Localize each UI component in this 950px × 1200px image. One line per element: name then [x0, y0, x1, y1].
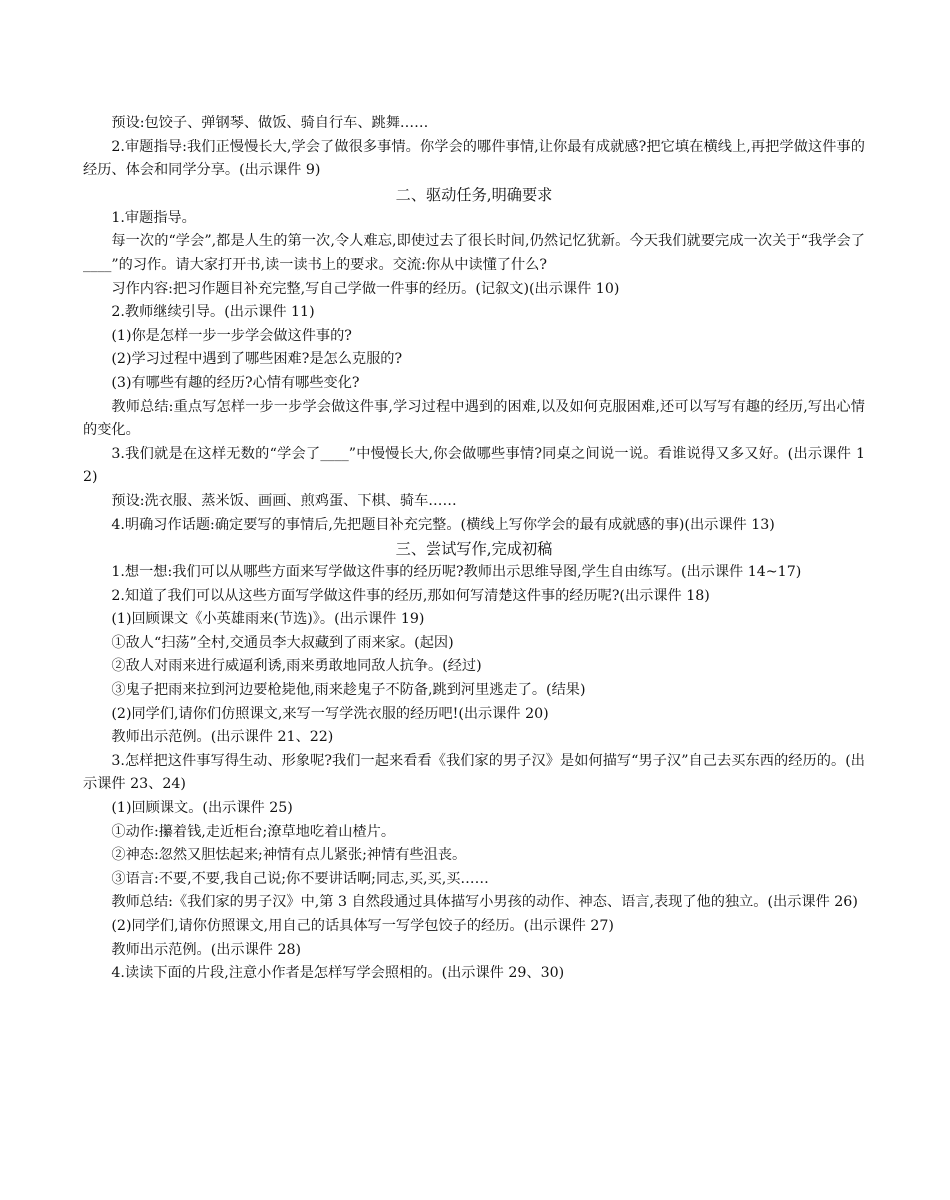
topic-guidance-paragraph: 2.审题指导:我们正慢慢长大,学会了做很多事情。你学会的哪件事情,让你最有成就感?把它填在横线上,再把学做这件事的经历、体会和同学分享。(出示课件 9) [83, 138, 865, 179]
step-1-title: 1.审题指导。 [111, 209, 196, 226]
question-3: (3)有哪些有趣的经历?心情有哪些变化? [111, 374, 360, 391]
intro-paragraph: 每一次的“学会”,都是人生的第一次,令人难忘,即使过去了很长时间,仍然记忆犹新。今天我们就要完成一次关于“我学会了____”的习作。请大家打开书,读一读书上的要求。交流:你从中读懂了什么? [83, 233, 865, 273]
step-4-paragraph: 4.明确习作话题:确定要写的事情后,先把题目补充完整。(横线上写你学会的最有成就感的事)(出示课件 13) [111, 516, 775, 533]
know-paragraph: 2.知道了我们可以从这些方面写学做这件事的经历,那如何写清楚这件事的经历呢?(出示课件 18) [111, 587, 710, 604]
preset-line-2: 预设:洗衣服、蒸米饭、画画、煎鸡蛋、下棋、骑车…… [111, 492, 457, 509]
teacher-summary-2: 教师总结:《我们家的男子汉》中,第 3 自然段通过具体描写小男孩的动作、神态、语言,表现了他的独立。(出示课件 26) [111, 894, 858, 911]
document-body [83, 112, 865, 986]
vivid-writing-paragraph: 3.怎样把这件事写得生动、形象呢?我们一起来看看《我们家的男子汉》是如何描写“男子汉”自己去买东西的经历的。(出示课件 23、24) [83, 752, 865, 793]
lesson-point-cause: ①敌人“扫荡”全村,交通员李大叔藏到了雨来家。(起因) [111, 634, 454, 651]
review-lesson-1: (1)回顾课文《小英雄雨来(节选)》。(出示课件 19) [111, 611, 425, 628]
writing-content-paragraph: 习作内容:把习作题目补充完整,写自己学做一件事的经历。(记叙文)(出示课件 10) [111, 280, 620, 297]
question-1: (1)你是怎样一步一步学会做这件事的? [111, 327, 352, 344]
step-3-paragraph: 3.我们就是在这样无数的“学会了____”中慢慢长大,你会做哪些事情?同桌之间说一说。看谁说得又多又好。(出示课件 12) [83, 445, 865, 486]
imitate-paragraph-1: (2)同学们,请你们仿照课文,来写一写学洗衣服的经历吧!(出示课件 20) [111, 705, 549, 722]
imitate-paragraph-2: (2)同学们,请你仿照课文,用自己的话具体写一写学包饺子的经历。(出示课件 27) [111, 918, 614, 934]
preset-line-1: 预设:包饺子、弹钢琴、做饭、骑自行车、跳舞…… [111, 115, 429, 131]
teacher-example-1: 教师出示范例。(出示课件 21、22) [111, 729, 334, 746]
read-fragment-paragraph: 4.读读下面的片段,注意小作者是怎样写学会照相的。(出示课件 29、30) [111, 965, 565, 982]
think-paragraph: 1.想一想:我们可以从哪些方面来写学做这件事的经历呢?教师出示思维导图,学生自由练写。(出示课件 14~17) [111, 564, 802, 581]
teacher-summary-1: 教师总结:重点写怎样一步一步学会做这件事,学习过程中遇到的困难,以及如何克服困难,还可以写写有趣的经历,写出心情的变化。 [83, 398, 865, 439]
section-heading-3: 三、尝试写作,完成初稿 [395, 540, 553, 559]
question-2: (2)学习过程中遇到了哪些困难?是怎么克服的? [111, 351, 403, 368]
lesson-point-expression: ②神态:忽然又胆怯起来;神情有点儿紧张;神情有些沮丧。 [111, 847, 467, 864]
lesson-point-action: ①动作:攥着钱,走近柜台;潦草地吃着山楂片。 [111, 823, 396, 840]
review-lesson-2: (1)回顾课文。(出示课件 25) [111, 800, 293, 817]
lesson-point-language: ③语言:不要,不要,我自己说;你不要讲话啊;同志,买,买,买…… [111, 870, 489, 887]
lesson-point-result: ③鬼子把雨来拉到河边要枪毙他,雨来趁鬼子不防备,跳到河里逃走了。(结果) [111, 682, 586, 699]
section-heading-2: 二、驱动任务,明确要求 [395, 185, 553, 204]
lesson-point-process: ②敌人对雨来进行威逼利诱,雨来勇敢地同敌人抗争。(经过) [111, 658, 482, 675]
teacher-example-2: 教师出示范例。(出示课件 28) [111, 941, 302, 958]
step-2-title: 2.教师继续引导。(出示课件 11) [111, 304, 315, 321]
